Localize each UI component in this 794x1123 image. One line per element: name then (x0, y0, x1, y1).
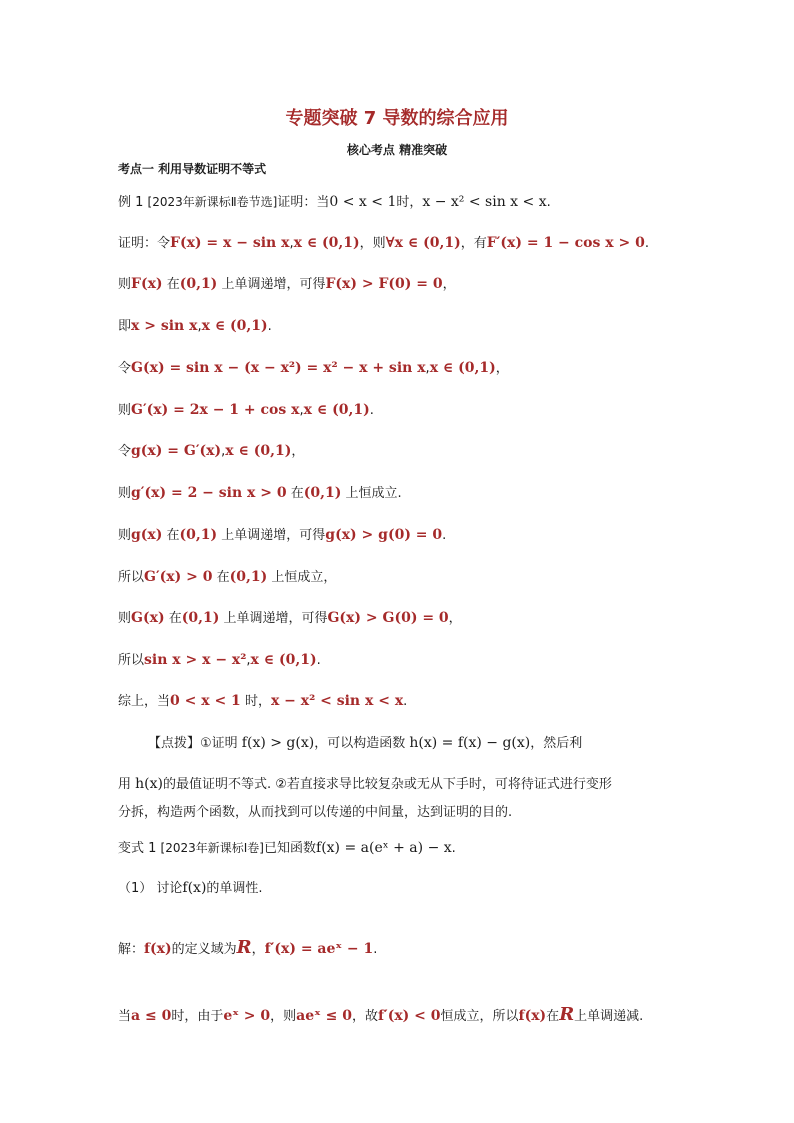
tip-line (148, 733, 582, 754)
math-expression: x − x² < sin x < x (270, 693, 404, 709)
text-run: 解： (118, 942, 145, 957)
text-run: 时， (396, 195, 423, 210)
proof-line (118, 233, 649, 254)
proof-line (118, 525, 446, 546)
text-run: . (369, 403, 374, 418)
proof-line (118, 316, 272, 337)
text-run: 当 (118, 1009, 132, 1024)
math-expression: G′(x) > 0 (144, 569, 213, 585)
text-run: 证明：令 (118, 236, 171, 251)
text-run: ，则 (270, 1009, 297, 1024)
math-expression: x ∈ (0,1) (250, 652, 317, 668)
page-subtitle: 核心考点 精准突破 (346, 143, 448, 157)
proof-line (118, 691, 407, 712)
text-run: 在 (546, 1009, 560, 1024)
text-run: 在 (162, 528, 180, 543)
math-expression: f(x) (518, 1008, 547, 1024)
text-run: 令 (118, 444, 132, 459)
proof-line (118, 400, 374, 421)
variant-line (118, 878, 263, 899)
math-expression: f(x) > g(x) (241, 735, 315, 751)
text-run: 【点拨】①证明 (148, 736, 242, 751)
proof-line (118, 650, 321, 671)
math-expression: x > sin x (131, 318, 198, 334)
math-expression: ∀x ∈ (0,1) (385, 235, 461, 251)
text-run: , (425, 361, 430, 376)
text-run: 则 (118, 528, 132, 543)
text-run: 上恒成立， (267, 570, 337, 585)
math-expression: x ∈ (0,1) (225, 443, 292, 459)
math-expression: (0,1) (181, 610, 220, 626)
text-run: . (316, 653, 321, 668)
math-expression: g(x) > g(0) = 0 (325, 527, 443, 543)
math-expression: F′(x) = 1 − cos x > 0 (486, 235, 645, 251)
text-run: ， (495, 361, 509, 376)
text-run: 的定义域为 (171, 942, 237, 957)
text-run: . (267, 319, 272, 334)
text-run: ，故 (351, 1009, 378, 1024)
math-expression: a ≤ 0 (131, 1008, 172, 1024)
math-expression: eˣ > 0 (223, 1008, 271, 1024)
text-run: 则 (118, 403, 132, 418)
text-run: 时，由于 (171, 1009, 224, 1024)
text-run: , (197, 319, 202, 334)
math-expression: G(x) (131, 610, 165, 626)
variant-line (118, 938, 377, 960)
proof-line (118, 608, 462, 629)
math-expression: g(x) = G′(x) (131, 443, 222, 459)
text-run: 时， (240, 694, 271, 709)
text-run: , (289, 236, 294, 251)
text-run: 综上，当 (118, 694, 171, 709)
math-expression: f′(x) < 0 (378, 1008, 441, 1024)
math-expression: h(x) = f(x) − g(x) (409, 735, 531, 751)
math-expression: g′(x) = 2 − sin x > 0 (131, 485, 287, 501)
math-expression: x − x² < sin x < x (422, 194, 547, 210)
text-run: 在 (162, 277, 180, 292)
text-run: 上单调递减. (574, 1009, 644, 1024)
math-expression: R (559, 1004, 575, 1025)
math-expression: f(x) (182, 880, 207, 896)
tip-line (118, 803, 512, 823)
math-expression: (0,1) (179, 527, 218, 543)
tip-line (118, 774, 612, 795)
math-expression: x ∈ (0,1) (303, 402, 370, 418)
text-run: 在 (286, 486, 304, 501)
text-run: 在 (164, 611, 182, 626)
text-run: , (221, 444, 226, 459)
text-run: 上单调递增，可得 (217, 528, 326, 543)
proof-line (118, 441, 304, 462)
math-expression: F(x) (131, 276, 163, 292)
text-run: （1） 讨论 (118, 881, 183, 896)
text-run: 变式 1 (118, 841, 161, 856)
text-run: ， (448, 611, 462, 626)
math-expression: sin x > x − x² (144, 652, 247, 668)
math-expression: F(x) = x − sin x (170, 235, 290, 251)
text-run: 则 (118, 277, 132, 292)
math-expression: x ∈ (0,1) (293, 235, 360, 251)
text-run: 上单调递增，可得 (217, 277, 326, 292)
text-run: 即 (118, 319, 132, 334)
text-run: . (403, 694, 408, 709)
text-run: 的最值证明不等式. ②若直接求导比较复杂或无从下手时，可将待证式进行变形 (162, 777, 612, 792)
math-expression: g(x) (131, 527, 163, 543)
math-expression: R (236, 937, 252, 958)
text-run: . (373, 942, 378, 957)
text-run: 恒成立，所以 (440, 1009, 519, 1024)
text-run: [2023年新课标Ⅱ卷节选] (147, 195, 278, 209)
text-run: 令 (118, 361, 132, 376)
math-expression: 0 < x < 1 (329, 194, 397, 210)
variant-line (118, 1005, 643, 1027)
math-expression: f′(x) = aeˣ − 1 (264, 941, 374, 957)
text-run: ，可以构造函数 (314, 736, 410, 751)
page-title: 专题突破 7 导数的综合应用 (285, 108, 509, 129)
math-expression: (0,1) (229, 569, 268, 585)
text-run: 分拆，构造两个函数，从而找到可以传递的中间量，达到证明的目的. (118, 805, 513, 820)
math-expression: G(x) > G(0) = 0 (327, 610, 449, 626)
text-run: [2023年新课标Ⅰ卷] (160, 841, 264, 855)
text-run: , (246, 653, 251, 668)
math-expression: x ∈ (0,1) (429, 360, 496, 376)
text-run: 在 (212, 570, 230, 585)
text-run: 则 (118, 486, 132, 501)
math-expression: 0 < x < 1 (170, 693, 241, 709)
text-run: 的单调性. (206, 881, 263, 896)
text-run: 证明：当 (277, 195, 330, 210)
text-run: ，有 (460, 236, 487, 251)
math-expression: x ∈ (0,1) (201, 318, 268, 334)
text-run: 所以 (118, 653, 145, 668)
text-run: . (442, 528, 447, 543)
text-run: ，然后利 (530, 736, 583, 751)
math-expression: f(x) = a(eˣ + a) − x (316, 840, 452, 856)
math-expression: (0,1) (303, 485, 342, 501)
text-run: 则 (118, 611, 132, 626)
text-run: . (451, 841, 456, 856)
text-run: 上单调递增，可得 (219, 611, 328, 626)
proof-line (118, 358, 509, 379)
text-run: ， (251, 942, 265, 957)
text-run: 所以 (118, 570, 145, 585)
text-run: 上恒成立. (341, 486, 402, 501)
text-run: 例 1 (118, 195, 148, 210)
text-run: , (299, 403, 304, 418)
math-expression: F(x) > F(0) = 0 (325, 276, 443, 292)
text-run: . (546, 195, 551, 210)
math-expression: G′(x) = 2x − 1 + cos x (131, 402, 300, 418)
text-run: 用 (118, 777, 136, 792)
proof-line (118, 192, 551, 213)
proof-line (118, 567, 336, 588)
text-run: ，则 (359, 236, 386, 251)
math-expression: aeˣ ≤ 0 (296, 1008, 352, 1024)
math-expression: f(x) (144, 941, 172, 957)
text-run: . (644, 236, 649, 251)
variant-line (118, 838, 456, 859)
text-run: 已知函数 (264, 841, 317, 856)
proof-line (118, 274, 456, 295)
math-expression: G(x) = sin x − (x − x²) = x² − x + sin x (131, 360, 426, 376)
text-run: ， (442, 277, 456, 292)
math-expression: h(x) (135, 776, 163, 792)
math-expression: (0,1) (179, 276, 218, 292)
proof-line (118, 483, 402, 504)
section-heading: 考点一 利用导数证明不等式 (118, 162, 267, 176)
text-run: ， (291, 444, 305, 459)
